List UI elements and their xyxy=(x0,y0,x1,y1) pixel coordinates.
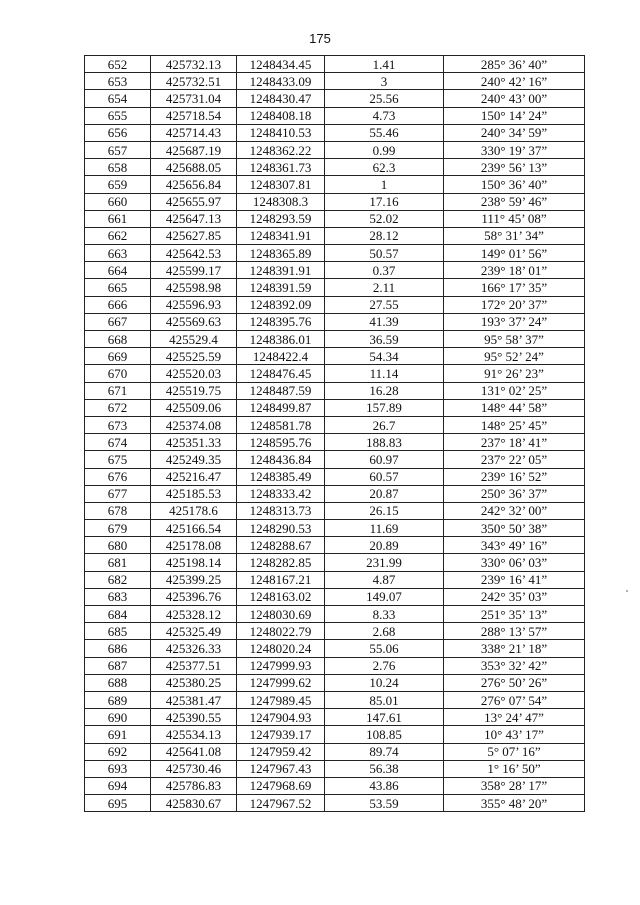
bearing-cell: 238° 59’ 46” xyxy=(444,193,585,210)
bearing-cell: 240° 42’ 16” xyxy=(444,73,585,90)
point-number-cell: 680 xyxy=(85,537,151,554)
y-coordinate-cell: 1248430.47 xyxy=(237,90,325,107)
y-coordinate-cell: 1248422.4 xyxy=(237,348,325,365)
table-row xyxy=(85,468,585,485)
bearing-cell: 285° 36’ 40” xyxy=(444,56,585,73)
bearing-cell: 172° 20’ 37” xyxy=(444,296,585,313)
distance-cell: 2.68 xyxy=(325,623,444,640)
y-coordinate-cell: 1247967.43 xyxy=(237,760,325,777)
point-number-cell: 695 xyxy=(85,795,151,812)
y-coordinate-cell: 1248487.59 xyxy=(237,382,325,399)
bearing-cell: 13° 24’ 47” xyxy=(444,709,585,726)
table-row xyxy=(85,606,585,623)
distance-cell: 60.57 xyxy=(325,468,444,485)
y-coordinate-cell: 1248392.09 xyxy=(237,296,325,313)
x-coordinate-cell: 425509.06 xyxy=(151,399,237,416)
y-coordinate-cell: 1248313.73 xyxy=(237,502,325,519)
distance-cell: 4.87 xyxy=(325,571,444,588)
point-number-cell: 676 xyxy=(85,468,151,485)
point-number-cell: 670 xyxy=(85,365,151,382)
point-number-cell: 675 xyxy=(85,451,151,468)
table-row xyxy=(85,124,585,141)
bearing-cell: 250° 36’ 37” xyxy=(444,485,585,502)
table-row xyxy=(85,657,585,674)
y-coordinate-cell: 1247968.69 xyxy=(237,777,325,794)
bearing-cell: 239° 18’ 01” xyxy=(444,262,585,279)
page-number: 175 xyxy=(309,31,331,46)
distance-cell: 4.73 xyxy=(325,107,444,124)
scan-speck xyxy=(626,590,628,592)
x-coordinate-cell: 425249.35 xyxy=(151,451,237,468)
x-coordinate-cell: 425198.14 xyxy=(151,554,237,571)
distance-cell: 2.11 xyxy=(325,279,444,296)
x-coordinate-cell: 425396.76 xyxy=(151,588,237,605)
y-coordinate-cell: 1248163.02 xyxy=(237,588,325,605)
distance-cell: 8.33 xyxy=(325,606,444,623)
distance-cell: 53.59 xyxy=(325,795,444,812)
table-row xyxy=(85,588,585,605)
bearing-cell: 240° 43’ 00” xyxy=(444,90,585,107)
table-row xyxy=(85,795,585,812)
point-number-cell: 683 xyxy=(85,588,151,605)
y-coordinate-cell: 1248282.85 xyxy=(237,554,325,571)
table-row xyxy=(85,382,585,399)
bearing-cell: 242° 32’ 00” xyxy=(444,502,585,519)
bearing-cell: 111° 45’ 08” xyxy=(444,210,585,227)
distance-cell: 17.16 xyxy=(325,193,444,210)
table-row xyxy=(85,777,585,794)
table-row xyxy=(85,485,585,502)
distance-cell: 56.38 xyxy=(325,760,444,777)
x-coordinate-cell: 425325.49 xyxy=(151,623,237,640)
y-coordinate-cell: 1248391.91 xyxy=(237,262,325,279)
point-number-cell: 660 xyxy=(85,193,151,210)
x-coordinate-cell: 425786.83 xyxy=(151,777,237,794)
distance-cell: 62.3 xyxy=(325,159,444,176)
y-coordinate-cell: 1248476.45 xyxy=(237,365,325,382)
table-row xyxy=(85,399,585,416)
x-coordinate-cell: 425390.55 xyxy=(151,709,237,726)
distance-cell: 54.34 xyxy=(325,348,444,365)
bearing-cell: 91° 26’ 23” xyxy=(444,365,585,382)
y-coordinate-cell: 1247989.45 xyxy=(237,691,325,708)
x-coordinate-cell: 425647.13 xyxy=(151,210,237,227)
point-number-cell: 671 xyxy=(85,382,151,399)
x-coordinate-cell: 425525.59 xyxy=(151,348,237,365)
y-coordinate-cell: 1248293.59 xyxy=(237,210,325,227)
bearing-cell: 288° 13’ 57” xyxy=(444,623,585,640)
x-coordinate-cell: 425520.03 xyxy=(151,365,237,382)
bearing-cell: 237° 18’ 41” xyxy=(444,434,585,451)
y-coordinate-cell: 1248030.69 xyxy=(237,606,325,623)
bearing-cell: 150° 14’ 24” xyxy=(444,107,585,124)
table-row xyxy=(85,73,585,90)
bearing-cell: 330° 06’ 03” xyxy=(444,554,585,571)
distance-cell: 43.86 xyxy=(325,777,444,794)
table-row xyxy=(85,176,585,193)
distance-cell: 25.56 xyxy=(325,90,444,107)
point-number-cell: 662 xyxy=(85,227,151,244)
bearing-cell: 131° 02’ 25” xyxy=(444,382,585,399)
distance-cell: 10.24 xyxy=(325,674,444,691)
table-row xyxy=(85,743,585,760)
x-coordinate-cell: 425185.53 xyxy=(151,485,237,502)
bearing-cell: 343° 49’ 16” xyxy=(444,537,585,554)
x-coordinate-cell: 425519.75 xyxy=(151,382,237,399)
table-row xyxy=(85,296,585,313)
table-row xyxy=(85,674,585,691)
table-row xyxy=(85,210,585,227)
table-row xyxy=(85,107,585,124)
table-row xyxy=(85,451,585,468)
table-row xyxy=(85,571,585,588)
distance-cell: 26.7 xyxy=(325,416,444,433)
distance-cell: 27.55 xyxy=(325,296,444,313)
point-number-cell: 658 xyxy=(85,159,151,176)
distance-cell: 41.39 xyxy=(325,313,444,330)
x-coordinate-cell: 425656.84 xyxy=(151,176,237,193)
distance-cell: 3 xyxy=(325,73,444,90)
y-coordinate-cell: 1248386.01 xyxy=(237,331,325,348)
distance-cell: 55.46 xyxy=(325,124,444,141)
bearing-cell: 330° 19’ 37” xyxy=(444,141,585,158)
x-coordinate-cell: 425326.33 xyxy=(151,640,237,657)
table-row xyxy=(85,537,585,554)
bearing-cell: 251° 35’ 13” xyxy=(444,606,585,623)
bearing-cell: 276° 07’ 54” xyxy=(444,691,585,708)
y-coordinate-cell: 1248022.79 xyxy=(237,623,325,640)
distance-cell: 20.89 xyxy=(325,537,444,554)
point-number-cell: 661 xyxy=(85,210,151,227)
distance-cell: 108.85 xyxy=(325,726,444,743)
distance-cell: 149.07 xyxy=(325,588,444,605)
table-row xyxy=(85,90,585,107)
distance-cell: 2.76 xyxy=(325,657,444,674)
distance-cell: 0.99 xyxy=(325,141,444,158)
distance-cell: 1.41 xyxy=(325,56,444,73)
table-row xyxy=(85,313,585,330)
x-coordinate-cell: 425642.53 xyxy=(151,245,237,262)
point-number-cell: 692 xyxy=(85,743,151,760)
y-coordinate-cell: 1248499.87 xyxy=(237,399,325,416)
y-coordinate-cell: 1248391.59 xyxy=(237,279,325,296)
x-coordinate-cell: 425830.67 xyxy=(151,795,237,812)
table-row xyxy=(85,279,585,296)
point-number-cell: 678 xyxy=(85,502,151,519)
bearing-cell: 95° 58’ 37” xyxy=(444,331,585,348)
distance-cell: 16.28 xyxy=(325,382,444,399)
y-coordinate-cell: 1248434.45 xyxy=(237,56,325,73)
distance-cell: 52.02 xyxy=(325,210,444,227)
x-coordinate-cell: 425534.13 xyxy=(151,726,237,743)
x-coordinate-cell: 425731.04 xyxy=(151,90,237,107)
point-number-cell: 655 xyxy=(85,107,151,124)
y-coordinate-cell: 1248361.73 xyxy=(237,159,325,176)
x-coordinate-cell: 425166.54 xyxy=(151,520,237,537)
x-coordinate-cell: 425529.4 xyxy=(151,331,237,348)
point-number-cell: 689 xyxy=(85,691,151,708)
bearing-cell: 149° 01’ 56” xyxy=(444,245,585,262)
x-coordinate-cell: 425216.47 xyxy=(151,468,237,485)
y-coordinate-cell: 1248365.89 xyxy=(237,245,325,262)
coordinates-table-body xyxy=(85,56,585,812)
table-row xyxy=(85,331,585,348)
bearing-cell: 240° 34’ 59” xyxy=(444,124,585,141)
bearing-cell: 58° 31’ 34” xyxy=(444,227,585,244)
table-row xyxy=(85,141,585,158)
table-row xyxy=(85,502,585,519)
point-number-cell: 669 xyxy=(85,348,151,365)
point-number-cell: 679 xyxy=(85,520,151,537)
y-coordinate-cell: 1248581.78 xyxy=(237,416,325,433)
point-number-cell: 653 xyxy=(85,73,151,90)
point-number-cell: 694 xyxy=(85,777,151,794)
point-number-cell: 684 xyxy=(85,606,151,623)
y-coordinate-cell: 1248410.53 xyxy=(237,124,325,141)
bearing-cell: 358° 28’ 17” xyxy=(444,777,585,794)
x-coordinate-cell: 425688.05 xyxy=(151,159,237,176)
x-coordinate-cell: 425178.6 xyxy=(151,502,237,519)
table-row xyxy=(85,640,585,657)
distance-cell: 11.14 xyxy=(325,365,444,382)
y-coordinate-cell: 1248408.18 xyxy=(237,107,325,124)
table-row xyxy=(85,554,585,571)
distance-cell: 60.97 xyxy=(325,451,444,468)
table-row xyxy=(85,56,585,73)
bearing-cell: 276° 50’ 26” xyxy=(444,674,585,691)
point-number-cell: 685 xyxy=(85,623,151,640)
table-row xyxy=(85,262,585,279)
bearing-cell: 239° 56’ 13” xyxy=(444,159,585,176)
bearing-cell: 239° 16’ 41” xyxy=(444,571,585,588)
bearing-cell: 338° 21’ 18” xyxy=(444,640,585,657)
distance-cell: 89.74 xyxy=(325,743,444,760)
distance-cell: 20.87 xyxy=(325,485,444,502)
point-number-cell: 663 xyxy=(85,245,151,262)
x-coordinate-cell: 425596.93 xyxy=(151,296,237,313)
distance-cell: 85.01 xyxy=(325,691,444,708)
point-number-cell: 693 xyxy=(85,760,151,777)
x-coordinate-cell: 425377.51 xyxy=(151,657,237,674)
x-coordinate-cell: 425374.08 xyxy=(151,416,237,433)
y-coordinate-cell: 1248341.91 xyxy=(237,227,325,244)
x-coordinate-cell: 425627.85 xyxy=(151,227,237,244)
table-row xyxy=(85,709,585,726)
bearing-cell: 1° 16’ 50” xyxy=(444,760,585,777)
point-number-cell: 666 xyxy=(85,296,151,313)
point-number-cell: 681 xyxy=(85,554,151,571)
table-row xyxy=(85,245,585,262)
point-number-cell: 664 xyxy=(85,262,151,279)
point-number-cell: 688 xyxy=(85,674,151,691)
table-row xyxy=(85,760,585,777)
bearing-cell: 10° 43’ 17” xyxy=(444,726,585,743)
bearing-cell: 353° 32’ 42” xyxy=(444,657,585,674)
bearing-cell: 237° 22’ 05” xyxy=(444,451,585,468)
y-coordinate-cell: 1248395.76 xyxy=(237,313,325,330)
point-number-cell: 652 xyxy=(85,56,151,73)
point-number-cell: 668 xyxy=(85,331,151,348)
distance-cell: 36.59 xyxy=(325,331,444,348)
distance-cell: 50.57 xyxy=(325,245,444,262)
distance-cell: 231.99 xyxy=(325,554,444,571)
distance-cell: 1 xyxy=(325,176,444,193)
bearing-cell: 350° 50’ 38” xyxy=(444,520,585,537)
point-number-cell: 674 xyxy=(85,434,151,451)
y-coordinate-cell: 1248433.09 xyxy=(237,73,325,90)
y-coordinate-cell: 1248288.67 xyxy=(237,537,325,554)
distance-cell: 0.37 xyxy=(325,262,444,279)
bearing-cell: 5° 07’ 16” xyxy=(444,743,585,760)
x-coordinate-cell: 425569.63 xyxy=(151,313,237,330)
x-coordinate-cell: 425399.25 xyxy=(151,571,237,588)
y-coordinate-cell: 1248307.81 xyxy=(237,176,325,193)
table-row xyxy=(85,365,585,382)
point-number-cell: 690 xyxy=(85,709,151,726)
point-number-cell: 654 xyxy=(85,90,151,107)
table-row xyxy=(85,691,585,708)
table-row xyxy=(85,227,585,244)
x-coordinate-cell: 425598.98 xyxy=(151,279,237,296)
bearing-cell: 355° 48’ 20” xyxy=(444,795,585,812)
table-row xyxy=(85,159,585,176)
y-coordinate-cell: 1248020.24 xyxy=(237,640,325,657)
distance-cell: 147.61 xyxy=(325,709,444,726)
table-row xyxy=(85,434,585,451)
y-coordinate-cell: 1247904.93 xyxy=(237,709,325,726)
x-coordinate-cell: 425714.43 xyxy=(151,124,237,141)
y-coordinate-cell: 1247967.52 xyxy=(237,795,325,812)
x-coordinate-cell: 425351.33 xyxy=(151,434,237,451)
bearing-cell: 242° 35’ 03” xyxy=(444,588,585,605)
x-coordinate-cell: 425732.13 xyxy=(151,56,237,73)
y-coordinate-cell: 1248595.76 xyxy=(237,434,325,451)
y-coordinate-cell: 1248167.21 xyxy=(237,571,325,588)
y-coordinate-cell: 1248333.42 xyxy=(237,485,325,502)
y-coordinate-cell: 1248385.49 xyxy=(237,468,325,485)
x-coordinate-cell: 425732.51 xyxy=(151,73,237,90)
y-coordinate-cell: 1247999.62 xyxy=(237,674,325,691)
coordinates-table xyxy=(84,55,585,812)
point-number-cell: 673 xyxy=(85,416,151,433)
table-row xyxy=(85,520,585,537)
point-number-cell: 686 xyxy=(85,640,151,657)
y-coordinate-cell: 1247939.17 xyxy=(237,726,325,743)
distance-cell: 55.06 xyxy=(325,640,444,657)
distance-cell: 28.12 xyxy=(325,227,444,244)
x-coordinate-cell: 425687.19 xyxy=(151,141,237,158)
x-coordinate-cell: 425380.25 xyxy=(151,674,237,691)
point-number-cell: 691 xyxy=(85,726,151,743)
x-coordinate-cell: 425328.12 xyxy=(151,606,237,623)
point-number-cell: 682 xyxy=(85,571,151,588)
x-coordinate-cell: 425655.97 xyxy=(151,193,237,210)
y-coordinate-cell: 1247959.42 xyxy=(237,743,325,760)
bearing-cell: 150° 36’ 40” xyxy=(444,176,585,193)
x-coordinate-cell: 425178.08 xyxy=(151,537,237,554)
point-number-cell: 657 xyxy=(85,141,151,158)
point-number-cell: 659 xyxy=(85,176,151,193)
distance-cell: 11.69 xyxy=(325,520,444,537)
table-row xyxy=(85,726,585,743)
point-number-cell: 677 xyxy=(85,485,151,502)
point-number-cell: 672 xyxy=(85,399,151,416)
y-coordinate-cell: 1247999.93 xyxy=(237,657,325,674)
table-row xyxy=(85,193,585,210)
bearing-cell: 193° 37’ 24” xyxy=(444,313,585,330)
x-coordinate-cell: 425641.08 xyxy=(151,743,237,760)
point-number-cell: 667 xyxy=(85,313,151,330)
y-coordinate-cell: 1248290.53 xyxy=(237,520,325,537)
table-row xyxy=(85,416,585,433)
bearing-cell: 239° 16’ 52” xyxy=(444,468,585,485)
bearing-cell: 148° 44’ 58” xyxy=(444,399,585,416)
table-row xyxy=(85,623,585,640)
y-coordinate-cell: 1248308.3 xyxy=(237,193,325,210)
distance-cell: 26.15 xyxy=(325,502,444,519)
bearing-cell: 148° 25’ 45” xyxy=(444,416,585,433)
y-coordinate-cell: 1248362.22 xyxy=(237,141,325,158)
y-coordinate-cell: 1248436.84 xyxy=(237,451,325,468)
bearing-cell: 166° 17’ 35” xyxy=(444,279,585,296)
x-coordinate-cell: 425730.46 xyxy=(151,760,237,777)
point-number-cell: 687 xyxy=(85,657,151,674)
distance-cell: 157.89 xyxy=(325,399,444,416)
point-number-cell: 665 xyxy=(85,279,151,296)
distance-cell: 188.83 xyxy=(325,434,444,451)
x-coordinate-cell: 425718.54 xyxy=(151,107,237,124)
table-row xyxy=(85,348,585,365)
bearing-cell: 95° 52’ 24” xyxy=(444,348,585,365)
x-coordinate-cell: 425599.17 xyxy=(151,262,237,279)
point-number-cell: 656 xyxy=(85,124,151,141)
x-coordinate-cell: 425381.47 xyxy=(151,691,237,708)
